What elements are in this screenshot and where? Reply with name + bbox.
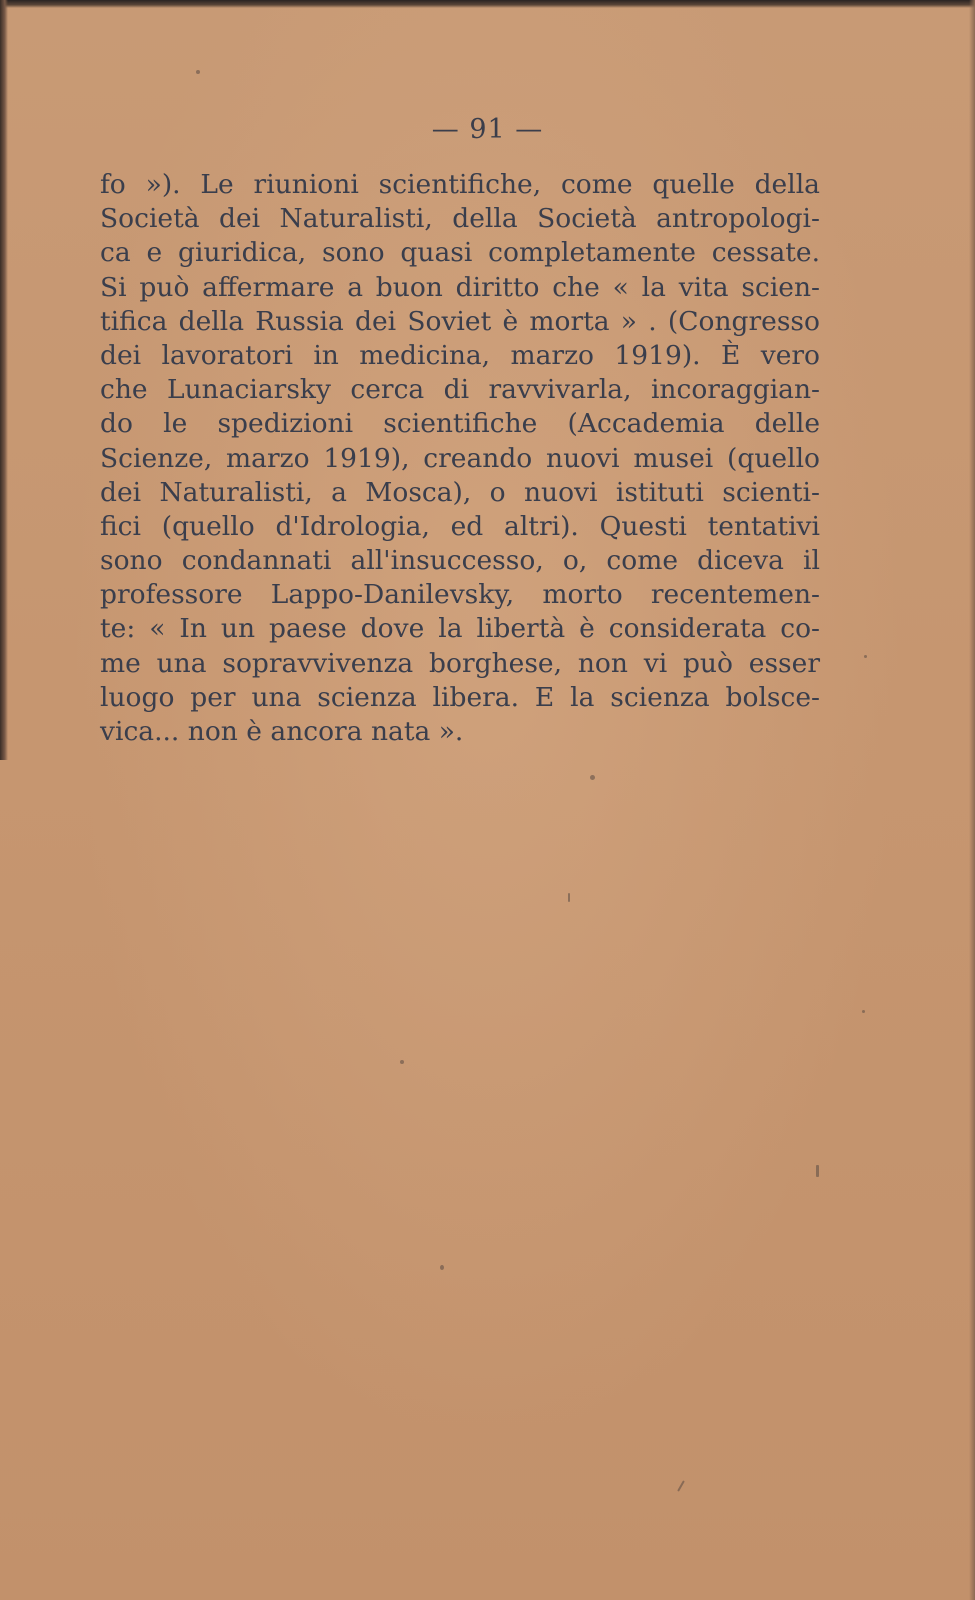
page-top-edge [0, 0, 975, 8]
page-number: — 91 — [431, 114, 544, 145]
text-line: fo »). Le riunioni scientifiche, come quelle della [100, 169, 820, 200]
text-line: luogo per una scienza libera. E la scienza bolsce- [100, 681, 820, 713]
paper-speck [816, 1165, 819, 1177]
paper-speck [590, 775, 595, 780]
paper-speck [862, 1010, 865, 1013]
paper-speck [568, 893, 570, 902]
text-line: me una sopravvivenza borghese, non vi può esser [100, 647, 820, 679]
paper-speck [196, 70, 200, 74]
text-line: Società dei Naturalisti, della Società antropologi- [100, 203, 820, 235]
text-line: dei Naturalisti, a Mosca), o nuovi istituti scienti- [100, 476, 820, 508]
text-line: sono condannati all'insuccesso, o, come diceva il [100, 545, 820, 577]
paper-speck [440, 1265, 444, 1270]
text-line: te: « In un paese dove la libertà è considerata co- [100, 613, 820, 645]
paper-speck [400, 1060, 404, 1064]
text-line: ca e giuridica, sono quasi completamente cessate. [100, 237, 820, 269]
text-line: tifica della Russia dei Soviet è morta » . (Congresso [100, 305, 820, 337]
text-line-last: vica... non è ancora nata ». [100, 716, 464, 747]
text-line: Scienze, marzo 1919), creando nuovi musei (quello [100, 442, 820, 474]
text-line: do le spedizioni scientifiche (Accademia delle [100, 408, 820, 440]
body-text [100, 168, 820, 749]
text-line: dei lavoratori in medicina, marzo 1919). È vero [100, 339, 820, 371]
paper-speck [677, 1480, 685, 1491]
text-line: fici (quello d'Idrologia, ed altri). Questi tentativi [100, 510, 820, 542]
text-line: professore Lappo-Danilevsky, morto recentemen- [100, 579, 820, 611]
page-right-edge [969, 0, 975, 1600]
text-line: che Lunaciarsky cerca di ravvivarla, incoraggian- [100, 374, 820, 406]
paper-speck [864, 655, 867, 658]
text-line: Si può affermare a buon diritto che « la vita scien- [100, 271, 820, 303]
